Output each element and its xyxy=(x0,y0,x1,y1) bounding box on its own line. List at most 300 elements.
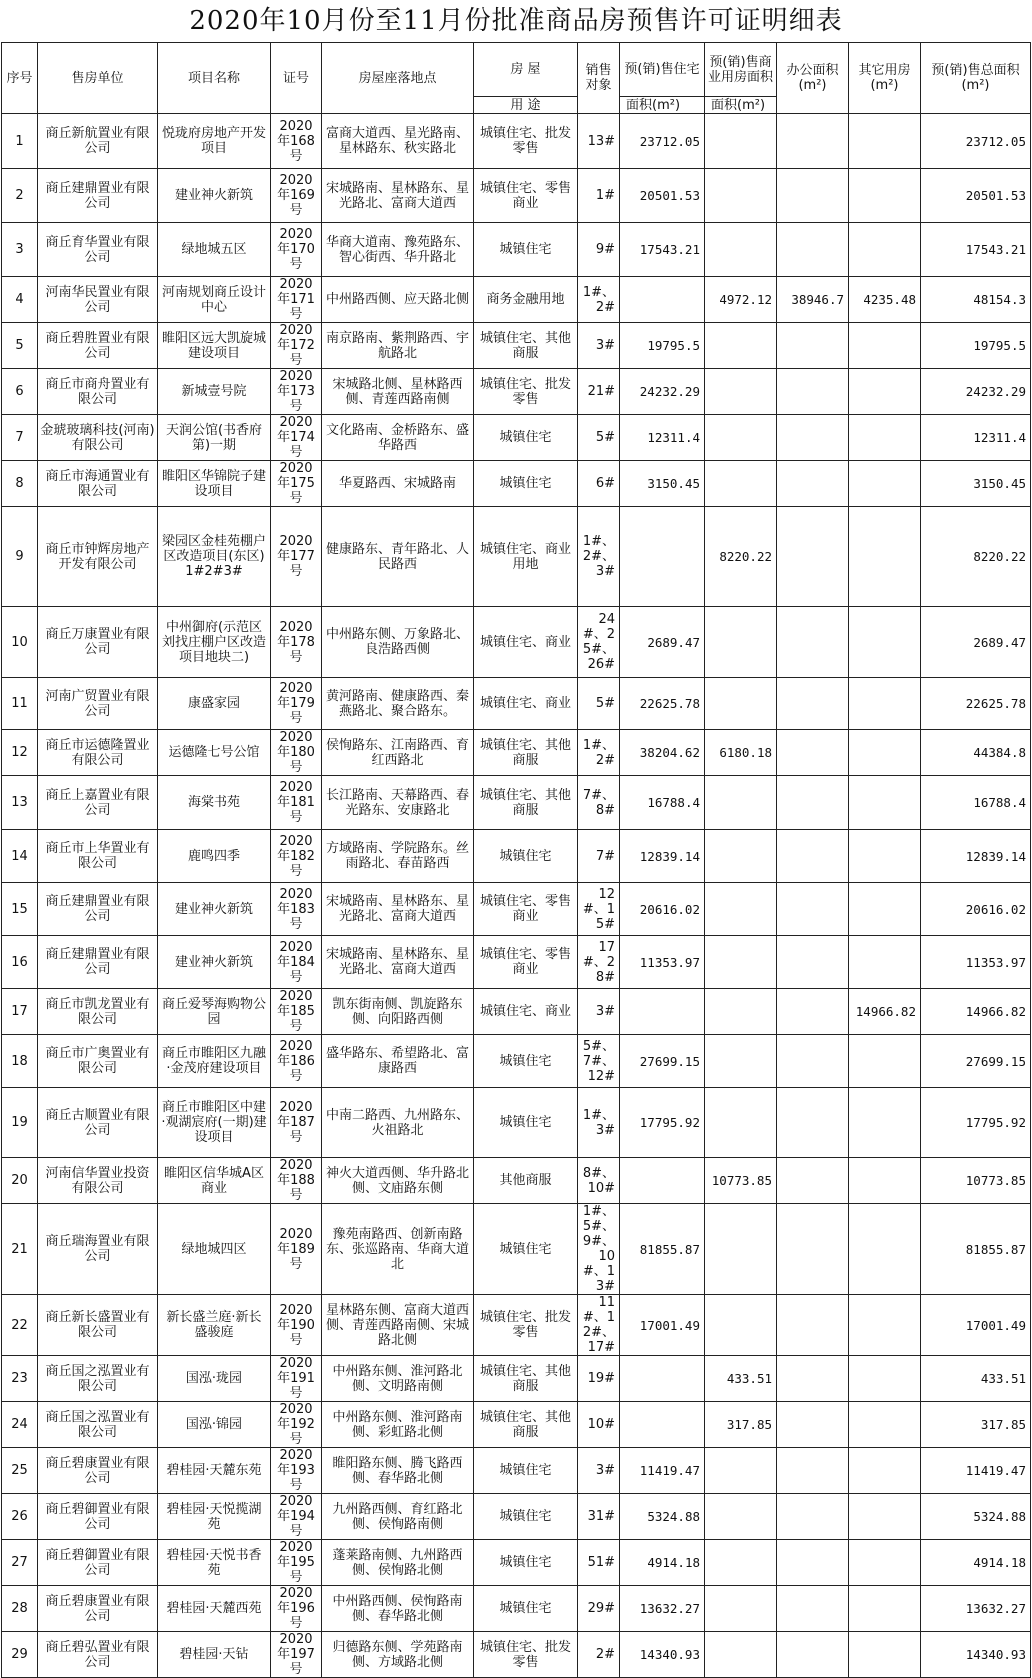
row-other xyxy=(849,223,921,277)
row-seller: 商丘市上华置业有限公司 xyxy=(38,830,158,883)
row-commercial xyxy=(705,323,777,369)
row-cert: 2020年168号 xyxy=(271,114,322,169)
row-commercial: 8220.22 xyxy=(705,507,777,607)
table-row xyxy=(2,169,1031,223)
row-total: 4914.18 xyxy=(921,1540,1031,1586)
row-project: 商丘市睢阳区中建·观湖宸府(一期)建设项目 xyxy=(158,1088,271,1158)
row-project: 康盛家园 xyxy=(158,678,271,730)
row-seq: 28 xyxy=(2,1586,38,1632)
row-target: 7#、8# xyxy=(578,776,620,830)
row-project: 睢阳区华锦院子建设项目 xyxy=(158,461,271,507)
row-usage: 城镇住宅、零售商业 xyxy=(474,936,578,989)
row-total: 11419.47 xyxy=(921,1448,1031,1494)
row-residential: 3150.45 xyxy=(620,461,705,507)
row-office xyxy=(777,114,849,169)
row-total: 81855.87 xyxy=(921,1204,1031,1295)
row-usage: 城镇住宅 xyxy=(474,1204,578,1295)
header-target: 销售对象 xyxy=(578,43,620,114)
row-commercial xyxy=(705,1295,777,1356)
row-total: 27699.15 xyxy=(921,1035,1031,1088)
row-target: 29# xyxy=(578,1586,620,1632)
row-commercial: 433.51 xyxy=(705,1356,777,1402)
row-project: 鹿鸣四季 xyxy=(158,830,271,883)
row-cert: 2020年188号 xyxy=(271,1158,322,1204)
row-location: 宋城路南、星林路东、星光路北、富商大道西 xyxy=(322,169,474,223)
row-location: 宋城路北侧、星林路西侧、青莲西路南侧 xyxy=(322,369,474,415)
row-total: 3150.45 xyxy=(921,461,1031,507)
row-project: 绿地城五区 xyxy=(158,223,271,277)
row-usage: 城镇住宅 xyxy=(474,223,578,277)
row-seq: 11 xyxy=(2,678,38,730)
row-project: 国泓·珑园 xyxy=(158,1356,271,1402)
row-seller: 商丘市海通置业有限公司 xyxy=(38,461,158,507)
header-residential-top: 预(销)售住宅 xyxy=(620,43,705,97)
row-commercial xyxy=(705,1632,777,1678)
row-total: 13632.27 xyxy=(921,1586,1031,1632)
row-residential: 13632.27 xyxy=(620,1586,705,1632)
row-office xyxy=(777,776,849,830)
row-office xyxy=(777,1540,849,1586)
row-location: 九州路西侧、育红路北侧、侯恂路南侧 xyxy=(322,1494,474,1540)
table-row xyxy=(2,1402,1031,1448)
row-seller: 商丘新航置业有限公司 xyxy=(38,114,158,169)
row-total: 14966.82 xyxy=(921,989,1031,1035)
row-commercial: 317.85 xyxy=(705,1402,777,1448)
row-location: 中州路西侧、侯恂路南侧、春华路北侧 xyxy=(322,1586,474,1632)
row-location: 豫苑南路西、创新南路东、张巡路南、华商大道北 xyxy=(322,1204,474,1295)
row-project: 绿地城四区 xyxy=(158,1204,271,1295)
header-seller: 售房单位 xyxy=(38,43,158,114)
table-row xyxy=(2,277,1031,323)
header-usage-top: 房 屋 xyxy=(474,43,578,97)
row-other xyxy=(849,1088,921,1158)
row-residential: 81855.87 xyxy=(620,1204,705,1295)
row-project: 新长盛兰庭·新长盛骏庭 xyxy=(158,1295,271,1356)
row-commercial: 4972.12 xyxy=(705,277,777,323)
row-office xyxy=(777,461,849,507)
row-project: 天润公馆(书香府第)一期 xyxy=(158,415,271,461)
row-total: 16788.4 xyxy=(921,776,1031,830)
row-residential: 11353.97 xyxy=(620,936,705,989)
header-project: 项目名称 xyxy=(158,43,271,114)
row-usage: 城镇住宅、批发零售 xyxy=(474,1632,578,1678)
row-seller: 商丘国之泓置业有限公司 xyxy=(38,1402,158,1448)
row-usage: 城镇住宅、商业 xyxy=(474,607,578,678)
row-project: 碧桂园·天悦书香苑 xyxy=(158,1540,271,1586)
row-total: 20616.02 xyxy=(921,883,1031,936)
row-office: 38946.7 xyxy=(777,277,849,323)
row-residential: 27699.15 xyxy=(620,1035,705,1088)
row-usage: 城镇住宅 xyxy=(474,1448,578,1494)
row-seq: 29 xyxy=(2,1632,38,1678)
row-other xyxy=(849,678,921,730)
row-total: 11353.97 xyxy=(921,936,1031,989)
row-usage: 城镇住宅、其他商服 xyxy=(474,730,578,776)
table-row xyxy=(2,323,1031,369)
row-project: 新城壹号院 xyxy=(158,369,271,415)
row-residential: 4914.18 xyxy=(620,1540,705,1586)
table-row xyxy=(2,1448,1031,1494)
row-seq: 27 xyxy=(2,1540,38,1586)
row-cert: 2020年172号 xyxy=(271,323,322,369)
row-other xyxy=(849,461,921,507)
header-commercial-top: 预(销)售商业用房面积 xyxy=(705,43,777,97)
row-total: 22625.78 xyxy=(921,678,1031,730)
row-commercial xyxy=(705,1088,777,1158)
row-seller: 商丘市钟辉房地产开发有限公司 xyxy=(38,507,158,607)
row-target: 10# xyxy=(578,1402,620,1448)
row-total: 5324.88 xyxy=(921,1494,1031,1540)
row-target: 5#、7#、12# xyxy=(578,1035,620,1088)
row-location: 宋城路南、星林路东、星光路北、富商大道西 xyxy=(322,883,474,936)
row-office xyxy=(777,1402,849,1448)
row-usage: 城镇住宅、批发零售 xyxy=(474,1295,578,1356)
row-project: 建业神火新筑 xyxy=(158,936,271,989)
row-cert: 2020年196号 xyxy=(271,1586,322,1632)
row-residential: 16788.4 xyxy=(620,776,705,830)
page-title: 2020年10月份至11月份批准商品房预售许可证明细表 xyxy=(189,6,843,36)
row-other: 4235.48 xyxy=(849,277,921,323)
row-location: 华商大道南、豫苑路东、智心街西、华升路北 xyxy=(322,223,474,277)
row-other xyxy=(849,169,921,223)
row-usage: 其他商服 xyxy=(474,1158,578,1204)
row-total: 23712.05 xyxy=(921,114,1031,169)
row-other xyxy=(849,830,921,883)
row-residential: 38204.62 xyxy=(620,730,705,776)
row-seq: 22 xyxy=(2,1295,38,1356)
row-commercial xyxy=(705,1204,777,1295)
row-seller: 河南华民置业有限公司 xyxy=(38,277,158,323)
row-seq: 7 xyxy=(2,415,38,461)
row-total: 317.85 xyxy=(921,1402,1031,1448)
row-other xyxy=(849,415,921,461)
row-seller: 商丘建鼎置业有限公司 xyxy=(38,883,158,936)
row-residential: 20501.53 xyxy=(620,169,705,223)
row-location: 归德路东侧、学苑路南侧、方域路北侧 xyxy=(322,1632,474,1678)
row-other xyxy=(849,1295,921,1356)
row-usage: 城镇住宅、零售商业 xyxy=(474,169,578,223)
table-row xyxy=(2,1035,1031,1088)
row-residential: 20616.02 xyxy=(620,883,705,936)
row-office xyxy=(777,1035,849,1088)
row-total: 44384.8 xyxy=(921,730,1031,776)
row-cert: 2020年180号 xyxy=(271,730,322,776)
row-commercial xyxy=(705,114,777,169)
row-cert: 2020年189号 xyxy=(271,1204,322,1295)
row-location: 华夏路西、宋城路南 xyxy=(322,461,474,507)
row-target: 9# xyxy=(578,223,620,277)
row-other xyxy=(849,1494,921,1540)
row-target: 21# xyxy=(578,369,620,415)
row-cert: 2020年193号 xyxy=(271,1448,322,1494)
row-location: 中州路东侧、淮河路北侧、文明路南侧 xyxy=(322,1356,474,1402)
row-office xyxy=(777,1295,849,1356)
row-residential: 11419.47 xyxy=(620,1448,705,1494)
row-commercial xyxy=(705,830,777,883)
row-location: 中州路东侧、万象路北、良浩路西侧 xyxy=(322,607,474,678)
table-body xyxy=(2,114,1031,1678)
row-project: 建业神火新筑 xyxy=(158,169,271,223)
row-location: 文化路南、金桥路东、盛华路西 xyxy=(322,415,474,461)
row-usage: 城镇住宅 xyxy=(474,1035,578,1088)
row-total: 19795.5 xyxy=(921,323,1031,369)
row-commercial xyxy=(705,223,777,277)
row-seller: 商丘碧御置业有限公司 xyxy=(38,1540,158,1586)
row-other xyxy=(849,730,921,776)
row-total: 17543.21 xyxy=(921,223,1031,277)
row-location: 盛华路东、希望路北、富康路西 xyxy=(322,1035,474,1088)
row-office xyxy=(777,678,849,730)
row-seller: 商丘古顺置业有限公司 xyxy=(38,1088,158,1158)
row-other xyxy=(849,1586,921,1632)
row-seller: 商丘国之泓置业有限公司 xyxy=(38,1356,158,1402)
row-target: 2# xyxy=(578,1632,620,1678)
row-usage: 城镇住宅、批发零售 xyxy=(474,114,578,169)
row-seq: 8 xyxy=(2,461,38,507)
row-usage: 城镇住宅 xyxy=(474,1088,578,1158)
row-office xyxy=(777,169,849,223)
row-residential: 23712.05 xyxy=(620,114,705,169)
row-cert: 2020年170号 xyxy=(271,223,322,277)
row-location: 凯东街南侧、凯旋路东侧、向阳路西侧 xyxy=(322,989,474,1035)
table-row xyxy=(2,989,1031,1035)
header-seq: 序号 xyxy=(2,43,38,114)
header-office: 办公面积(m²) xyxy=(777,43,849,114)
row-residential: 17795.92 xyxy=(620,1088,705,1158)
row-other xyxy=(849,1204,921,1295)
row-office xyxy=(777,415,849,461)
row-other xyxy=(849,1402,921,1448)
row-total: 12311.4 xyxy=(921,415,1031,461)
header-residential-bottom: 面积(m²) xyxy=(620,97,705,114)
row-project: 梁园区金桂苑棚户区改造项目(东区)1#2#3# xyxy=(158,507,271,607)
row-usage: 城镇住宅、其他商服 xyxy=(474,323,578,369)
row-other xyxy=(849,883,921,936)
row-cert: 2020年190号 xyxy=(271,1295,322,1356)
table-row xyxy=(2,1088,1031,1158)
row-seller: 商丘市商舟置业有限公司 xyxy=(38,369,158,415)
row-cert: 2020年192号 xyxy=(271,1402,322,1448)
row-target: 17#、28# xyxy=(578,936,620,989)
row-seq: 2 xyxy=(2,169,38,223)
row-seller: 商丘市运德隆置业有限公司 xyxy=(38,730,158,776)
table-row xyxy=(2,776,1031,830)
row-office xyxy=(777,1088,849,1158)
row-seller: 商丘育华置业有限公司 xyxy=(38,223,158,277)
row-office xyxy=(777,730,849,776)
table-row xyxy=(2,1356,1031,1402)
row-residential: 19795.5 xyxy=(620,323,705,369)
row-target: 5# xyxy=(578,678,620,730)
row-seq: 16 xyxy=(2,936,38,989)
row-usage: 城镇住宅 xyxy=(474,1494,578,1540)
table-header xyxy=(2,43,1031,114)
row-residential: 17001.49 xyxy=(620,1295,705,1356)
row-location: 健康路东、青年路北、人民路西 xyxy=(322,507,474,607)
row-target: 5# xyxy=(578,415,620,461)
row-office xyxy=(777,1448,849,1494)
row-target: 6# xyxy=(578,461,620,507)
row-seq: 9 xyxy=(2,507,38,607)
row-usage: 城镇住宅、商业用地 xyxy=(474,507,578,607)
row-residential: 2689.47 xyxy=(620,607,705,678)
row-commercial xyxy=(705,776,777,830)
table-row xyxy=(2,883,1031,936)
row-office xyxy=(777,323,849,369)
row-location: 黄河路南、健康路西、秦燕路北、聚合路东。 xyxy=(322,678,474,730)
row-seller: 商丘碧康置业有限公司 xyxy=(38,1586,158,1632)
row-target: 12#、15# xyxy=(578,883,620,936)
row-project: 商丘爱琴海购物公园 xyxy=(158,989,271,1035)
row-cert: 2020年175号 xyxy=(271,461,322,507)
row-total: 12839.14 xyxy=(921,830,1031,883)
header-cert: 证号 xyxy=(271,43,322,114)
row-office xyxy=(777,607,849,678)
row-usage: 商务金融用地 xyxy=(474,277,578,323)
table-row xyxy=(2,415,1031,461)
row-seller: 商丘建鼎置业有限公司 xyxy=(38,169,158,223)
row-target: 1#、3# xyxy=(578,1088,620,1158)
row-seq: 10 xyxy=(2,607,38,678)
presale-permit-table xyxy=(1,42,1031,1678)
row-commercial xyxy=(705,1494,777,1540)
header-location: 房屋座落地点 xyxy=(322,43,474,114)
row-seller: 商丘碧弘置业有限公司 xyxy=(38,1632,158,1678)
row-seq: 17 xyxy=(2,989,38,1035)
row-project: 碧桂园·天钻 xyxy=(158,1632,271,1678)
table-row xyxy=(2,1632,1031,1678)
row-cert: 2020年181号 xyxy=(271,776,322,830)
row-cert: 2020年191号 xyxy=(271,1356,322,1402)
row-location: 宋城路南、星林路东、星光路北、富商大道西 xyxy=(322,936,474,989)
table-row xyxy=(2,114,1031,169)
row-location: 神火大道西侧、华升路北侧、文庙路东侧 xyxy=(322,1158,474,1204)
row-commercial xyxy=(705,678,777,730)
row-cert: 2020年173号 xyxy=(271,369,322,415)
row-commercial xyxy=(705,936,777,989)
row-cert: 2020年177号 xyxy=(271,507,322,607)
row-seller: 金琥玻璃科技(河南)有限公司 xyxy=(38,415,158,461)
row-residential xyxy=(620,277,705,323)
row-cert: 2020年169号 xyxy=(271,169,322,223)
row-target: 19# xyxy=(578,1356,620,1402)
row-seq: 13 xyxy=(2,776,38,830)
table-row xyxy=(2,607,1031,678)
row-cert: 2020年186号 xyxy=(271,1035,322,1088)
row-location: 中州路东侧、淮河路南侧、彩虹路北侧 xyxy=(322,1402,474,1448)
row-residential: 12839.14 xyxy=(620,830,705,883)
row-other xyxy=(849,936,921,989)
row-cert: 2020年185号 xyxy=(271,989,322,1035)
row-seq: 15 xyxy=(2,883,38,936)
row-office xyxy=(777,223,849,277)
row-target: 8#、10# xyxy=(578,1158,620,1204)
row-project: 建业神火新筑 xyxy=(158,883,271,936)
row-commercial xyxy=(705,1540,777,1586)
row-target: 1#、2# xyxy=(578,730,620,776)
row-total: 2689.47 xyxy=(921,607,1031,678)
row-seller: 商丘瑞海置业有限公司 xyxy=(38,1204,158,1295)
row-location: 侯恂路东、江南路西、育红西路北 xyxy=(322,730,474,776)
row-cert: 2020年194号 xyxy=(271,1494,322,1540)
row-target: 1#、2# xyxy=(578,277,620,323)
row-total: 8220.22 xyxy=(921,507,1031,607)
row-project: 中州御府(示范区刘找庄棚户区改造项目地块二) xyxy=(158,607,271,678)
row-target: 11#、12#、17# xyxy=(578,1295,620,1356)
row-office xyxy=(777,1356,849,1402)
row-cert: 2020年178号 xyxy=(271,607,322,678)
table-row xyxy=(2,1540,1031,1586)
row-total: 48154.3 xyxy=(921,277,1031,323)
table-row xyxy=(2,369,1031,415)
row-commercial xyxy=(705,883,777,936)
row-seller: 商丘碧康置业有限公司 xyxy=(38,1448,158,1494)
row-other xyxy=(849,1356,921,1402)
row-location: 中州路西侧、应天路北侧 xyxy=(322,277,474,323)
row-location: 蓬莱路南侧、九州路西侧、侯恂路北侧 xyxy=(322,1540,474,1586)
row-commercial xyxy=(705,989,777,1035)
row-location: 南京路南、紫荆路西、宇航路北 xyxy=(322,323,474,369)
row-seq: 26 xyxy=(2,1494,38,1540)
row-seller: 商丘建鼎置业有限公司 xyxy=(38,936,158,989)
row-location: 富商大道西、星光路南、星林路东、秋实路北 xyxy=(322,114,474,169)
row-commercial xyxy=(705,1448,777,1494)
row-target: 3# xyxy=(578,1448,620,1494)
row-usage: 城镇住宅 xyxy=(474,830,578,883)
row-commercial xyxy=(705,1586,777,1632)
row-commercial xyxy=(705,461,777,507)
row-seq: 4 xyxy=(2,277,38,323)
row-project: 运德隆七号公馆 xyxy=(158,730,271,776)
table-row xyxy=(2,223,1031,277)
row-commercial xyxy=(705,169,777,223)
row-other xyxy=(849,507,921,607)
row-cert: 2020年195号 xyxy=(271,1540,322,1586)
row-usage: 城镇住宅、零售商业 xyxy=(474,883,578,936)
row-seq: 21 xyxy=(2,1204,38,1295)
row-usage: 城镇住宅、商业 xyxy=(474,678,578,730)
header-usage-bottom: 用 途 xyxy=(474,97,578,114)
row-office xyxy=(777,883,849,936)
row-target: 3# xyxy=(578,323,620,369)
row-seller: 河南信华置业投资有限公司 xyxy=(38,1158,158,1204)
row-other xyxy=(849,776,921,830)
row-residential xyxy=(620,1356,705,1402)
table-row xyxy=(2,678,1031,730)
row-location: 长江路南、天幕路西、春光路东、安康路北 xyxy=(322,776,474,830)
table-row xyxy=(2,1295,1031,1356)
row-cert: 2020年179号 xyxy=(271,678,322,730)
row-total: 17001.49 xyxy=(921,1295,1031,1356)
row-cert: 2020年174号 xyxy=(271,415,322,461)
row-office xyxy=(777,1158,849,1204)
row-seller: 商丘市广奥置业有限公司 xyxy=(38,1035,158,1088)
row-total: 14340.93 xyxy=(921,1632,1031,1678)
table-row xyxy=(2,1204,1031,1295)
row-seq: 6 xyxy=(2,369,38,415)
row-project: 碧桂园·天麓西苑 xyxy=(158,1586,271,1632)
row-total: 24232.29 xyxy=(921,369,1031,415)
row-project: 睢阳区信华城A区商业 xyxy=(158,1158,271,1204)
row-total: 20501.53 xyxy=(921,169,1031,223)
row-other xyxy=(849,1448,921,1494)
row-other xyxy=(849,1632,921,1678)
row-seq: 24 xyxy=(2,1402,38,1448)
row-commercial xyxy=(705,415,777,461)
row-other: 14966.82 xyxy=(849,989,921,1035)
table-row xyxy=(2,936,1031,989)
row-seller: 河南广贸置业有限公司 xyxy=(38,678,158,730)
